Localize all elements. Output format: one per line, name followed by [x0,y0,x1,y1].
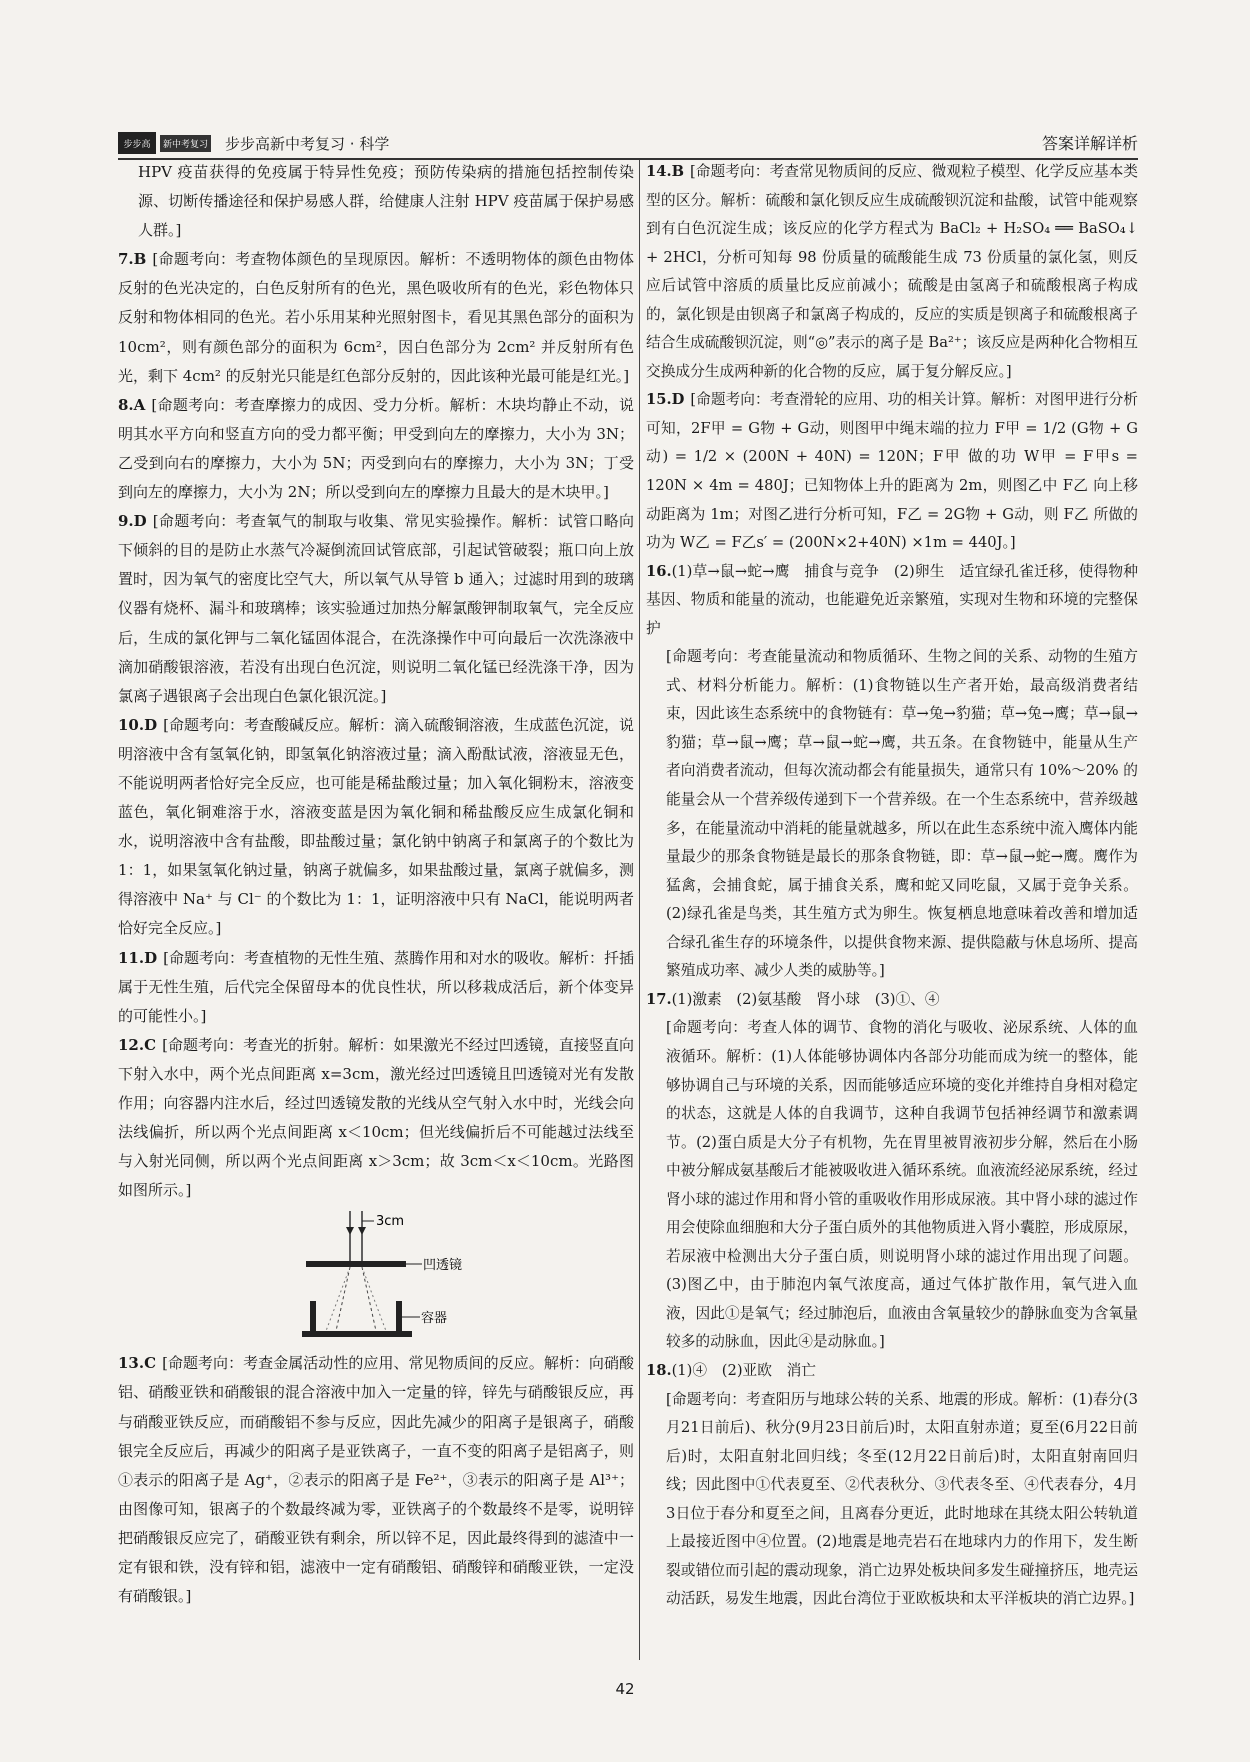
answer-choice: A [133,395,146,414]
answer-choice: C [144,1354,157,1373]
answer-text: [命题考向：考查阳历与地球公转的关系、地震的形成。解析：(1)春分(3月21日前后)、秋分(9月23日前后)时，太阳直射赤道；夏至(6月22日前后)时，太阳直射北回归线；冬至(12月22日前后)时，太阳直射南回归线；因此图中①代表夏至、②代表秋分、③代表冬至、④代表春分，4月3日位于春分和夏至之间，且离春分更近，此时地球在其绕太阳公转轨道上最接近图中④位置。(2)地震是地壳岩石在地球内力的作用下，发生断裂或错位而引起的震动现象，消亡边界处板块间多发生碰撞挤压，地壳运动活跃，易发生地震，因此台湾位于亚欧板块和太平洋板块的消亡边界。] [666,1390,1138,1608]
light-path-figure [118,1209,634,1343]
question-number: 8. [118,395,134,414]
answer-item [118,245,634,390]
logo-brand: 步步高 [118,132,156,154]
answer-explanation [646,1014,1138,1357]
answer-item [646,986,1138,1015]
page-number: 42 [615,1680,635,1698]
answer-text: HPV 疫苗获得的免疫属于特异性免疫；预防传染病的措施包括控制传染源、切断传播途径和保护易感人群，给健康人注射 HPV 疫苗属于保护易感人群。] [138,163,634,240]
container-wall-right [396,1301,402,1333]
page-header [118,118,1138,160]
answer-text: (1)激素 (2)氨基酸 肾小球 (3)①、④ [671,990,940,1008]
publisher-logo [118,132,211,154]
answer-text: (1)④ (2)亚欧 消亡 [671,1361,816,1379]
container-wall-left [310,1301,316,1333]
question-number: 7. [118,250,134,269]
answer-item [118,507,634,711]
column-divider [639,160,640,1660]
answer-item [118,1349,634,1611]
question-number: 18. [646,1361,672,1379]
answer-choice: D [671,391,685,409]
answer-text: [命题考向：考查能量流动和物质循环、生物之间的关系、动物的生殖方式、材料分析能力。解析：(1)食物链以生产者开始，最高级消费者结束，因此该生态系统中的食物链有：草→兔→豹猫；草→兔→鹰；草→鼠→豹猫；草→鼠→鹰；草→鼠→蛇→鹰，共五条。在食物链中，能量从生产者向消费者流动，但每次流动都会有能量损失，通常只有 10%～20% 的能量会从一个营养级传递到下一个营养级。在一个生态系统中，营养级越多，在能量流动中消耗的能量就越多，所以在此生态系统中流入鹰体内能量最少的那条食物链是最长的那条食物链，即：草→鼠→蛇→鹰。鹰作为猛禽，会捕食蛇，属于捕食关系，鹰和蛇又同吃鼠，又属于竞争关系。(2)绿孔雀是鸟类，其生殖方式为卵生。恢复栖息地意味着改善和增加适合绿孔雀生存的环境条件，以提供食物来源、提供隐蔽与休息场所、提高繁殖成功率、减少人类的威胁等。] [666,648,1138,980]
question-number: 16. [646,562,672,580]
question-number: 11. [118,948,145,967]
label-3cm: 3cm [376,1214,405,1230]
answer-item [118,1031,634,1206]
answer-text: [命题考向：考查金属活动性的应用、常见物质间的反应。解析：向硝酸铝、硝酸亚铁和硝酸银的混合溶液中加入一定量的锌，锌先与硝酸银反应，再与硝酸亚铁反应，而硝酸铝不参与反应，因此先减少的阳离子是银离子，硝酸银完全反应后，再减少的阳离子是亚铁离子，一直不变的阳离子是铝离子，则①表示的阳离子是 Ag⁺，②表示的阳离子是 Fe²⁺，③表示的阳离子是 Al³⁺；由图像可知，银离子的个数最终减为零，亚铁离子的个数最终不是零，说明锌把硝酸银反应完了，硝酸亚铁有剩余，所以锌不足，因此最终得到的滤渣中一定有银和铁，没有锌和铝，滤液中一定有硝酸铝、硝酸锌和硝酸亚铁，一定没有硝酸银。] [118,1354,634,1606]
question-number: 15. [646,391,672,409]
answer-explanation [646,1386,1138,1614]
answer-item [646,386,1138,557]
question-number: 10. [118,715,145,734]
label-lens: 凹透镜 [423,1258,463,1274]
answer-explanation [646,643,1138,986]
question-number: 17. [646,990,672,1008]
arrow-left-icon [346,1227,354,1235]
refracted-ray-right [362,1267,376,1331]
container-bottom [302,1331,412,1337]
answer-text: [命题考向：考查摩擦力的成因、受力分析。解析：木块均静止不动，说明其水平方向和竖直方向的受力都平衡；甲受到向左的摩擦力，大小为 3N；乙受到向右的摩擦力，大小为 5N；丙受到向右的摩擦力，大小为 3N；丁受到向左的摩擦力，大小为 2N；所以受到向左的摩擦力且最大的是木块甲。] [118,395,634,502]
answer-text: [命题考向：考查人体的调节、食物的消化与吸收、泌尿系统、人体的血液循环。解析：(1)人体能够协调体内各部分功能而成为统一的整体，能够协调自己与环境的关系，因而能够适应环境的变化并维持自身相对稳定的状态，这就是人体的自我调节，这种自我调节包括神经调节和激素调节。(2)蛋白质是大分子有机物，先在胃里被胃液初步分解，然后在小肠中被分解成氨基酸后才能被吸收进入循环系统。血液流经泌尿系统，经过肾小球的滤过作用和肾小管的重吸收作用形成尿液。其中肾小球的滤过作用会使除血细胞和大分子蛋白质外的其他物质进入肾小囊腔，形成原尿，若尿液中检测出大分子蛋白质，则说明肾小球的滤过作用出现了问题。(3)图乙中，由于肺泡内氧气浓度高，通过气体扩散作用，氧气进入血液，因此①是氧气；经过肺泡后，血液由含氧量较少的静脉血变为含氧量较多的动脉血，因此④是动脉血。] [666,1019,1138,1351]
answer-choice: D [144,948,158,967]
book-title: 步步高新中考复习 · 科学 [225,135,390,153]
answer-item [118,391,634,507]
answer-text: [命题考向：考查氧气的制取与收集、常见实验操作。解析：试管口略向下倾斜的目的是防止水蒸气冷凝倒流回试管底部，引起试管破裂；瓶口向上放置时，因为氧气的密度比空气大，所以氧气从导管 b 通入；过滤时用到的玻璃仪器有烧杯、漏斗和玻璃棒；该实验通过加热分解氯酸钾制取氧气，完全反应后，生成的氯化钾与二氧化锰固体混合，在洗涤操作中可向最后一次洗涤液中滴加硝酸银溶液，若没有出现白色沉淀，则说明二氧化锰已经洗涤干净，因为氯离子遇银离子会出现白色氯化银沉淀。] [118,512,634,705]
answer-item [646,158,1138,386]
answer-item [118,158,634,245]
answer-text: (1)草→鼠→蛇→鹰 捕食与竞争 (2)卵生 适宜绿孔雀迁移，使得物种基因、物质和能量的流动，也能避免近亲繁殖，实现对生物和环境的完整保护 [646,562,1138,637]
question-number: 12. [118,1035,145,1054]
answer-choice: B [133,250,147,269]
answer-text: [命题考向：考查酸碱反应。解析：滴入硫酸铜溶液，生成蓝色沉淀，说明溶液中含有氢氧化钠，即氢氧化钠溶液过量；滴入酚酞试液，溶液显无色，不能说明两者恰好完全反应，也可能是稀盐酸过量；加入氧化铜粉末，溶液变蓝色，氧化铜难溶于水，溶液变蓝是因为氧化铜和稀盐酸反应生成氯化铜和水，说明溶液中含有盐酸，即盐酸过量；氯化钠中钠离子和氯离子的个数比为 1：1，如果氢氧化钠过量，钠离子就偏多，如果盐酸过量，氯离子就偏多，测得溶液中 Na⁺ 与 Cl⁻ 的个数比为 1：1，证明溶液中只有 NaCl，能说明两者恰好完全反应。] [118,715,634,938]
answer-item [118,944,634,1031]
answer-item [646,558,1138,644]
right-column [646,158,1138,1614]
header-left [118,132,389,154]
question-number: 14. [646,163,672,180]
light-path-diagram [296,1209,466,1343]
answer-item [118,711,634,944]
answer-text: [命题考向：考查植物的无性生殖、蒸腾作用和对水的吸收。解析：扦插属于无性生殖，后代完全保留母本的优良性状，所以移栽成活后，新个体变异的可能性小。] [118,948,634,1025]
question-number: 13. [118,1354,145,1373]
answer-text: [命题考向：考查光的折射。解析：如果激光不经过凹透镜，直接竖直向下射入水中，两个光点间距离 x=3cm，激光经过凹透镜且凹透镜对光有发散作用；向容器内注水后，经过凹透镜发散的光线从空气射入水中时，光线会向法线偏折，所以两个光点间距离 x＜10cm；但光线偏折后不可能越过法线至与入射光同侧，所以两个光点间距离 x＞3cm；故 3cm＜x＜10cm。光路图如图所示。] [118,1035,634,1200]
refracted-ray-left [336,1267,350,1331]
answer-text: [命题考向：考查常见物质间的反应、微观粒子模型、化学反应基本类型的区分。解析：硫酸和氯化钡反应生成硫酸钡沉淀和盐酸，试管中能观察到有白色沉淀生成；该反应的化学方程式为 BaCl₂ + H₂SO₄ ══ BaSO₄↓ + 2HCl，分析可知每 98 份质量的硫酸能生成 73 份质量的氯化氢，则反应后试管中溶质的质量比反应前减小；硫酸是由氢离子和硫酸根离子构成的，氯化钡是由钡离子和氯离子构成的，反应的实质是钡离子和硫酸根离子结合生成硫酸钡沉淀，则“◎”表示的离子是 Ba²⁺；该反应是两种化合物相互交换成分生成两种新的化合物的反应，属于复分解反应。] [646,163,1138,380]
concave-lens [306,1261,406,1267]
answer-choice: D [144,715,158,734]
arrow-right-icon [358,1227,366,1235]
answer-text: [命题考向：考查物体颜色的呈现原因。解析：不透明物体的颜色由物体反射的色光决定的，白色反射所有的色光，黑色吸收所有的色光，彩色物体只反射和物体相同的色光。若小乐用某种光照射图卡，看见其黑色部分的面积为 10cm²，则有颜色部分的面积为 6cm²，因白色部分为 2cm² 并反射所有色光，剩下 4cm² 的反射光只能是红色部分反射的，因此该种光最可能是红光。] [118,250,634,385]
section-title: 答案详解详析 [1041,134,1138,153]
left-column [118,158,634,1611]
label-container: 容器 [421,1311,448,1327]
answer-item [646,1357,1138,1386]
answer-choice: B [671,163,684,180]
answer-choice: C [144,1035,157,1054]
answer-text: [命题考向：考查滑轮的应用、功的相关计算。解析：对图甲进行分析可知，2F甲 = G物 + G动，则图甲中绳末端的拉力 F甲 = 1/2 (G物 + G动) = 1/2 × (200N + 40N) = 120N；F甲 做的功 W甲 = F甲s = 120N × 4m = 480J；已知物体上升的距离为 2m，则图乙中 F乙 向上移动距离为 1m；对图乙进行分析可知，F乙 = 2G物 + G动，则 F乙 所做的功为 W乙 = F乙s′ = (200N×2+40N) ×1m = 440J。] [646,391,1138,552]
answer-choice: D [133,512,147,531]
logo-text: 新中考复习 [160,135,211,152]
question-number: 9. [118,512,134,531]
